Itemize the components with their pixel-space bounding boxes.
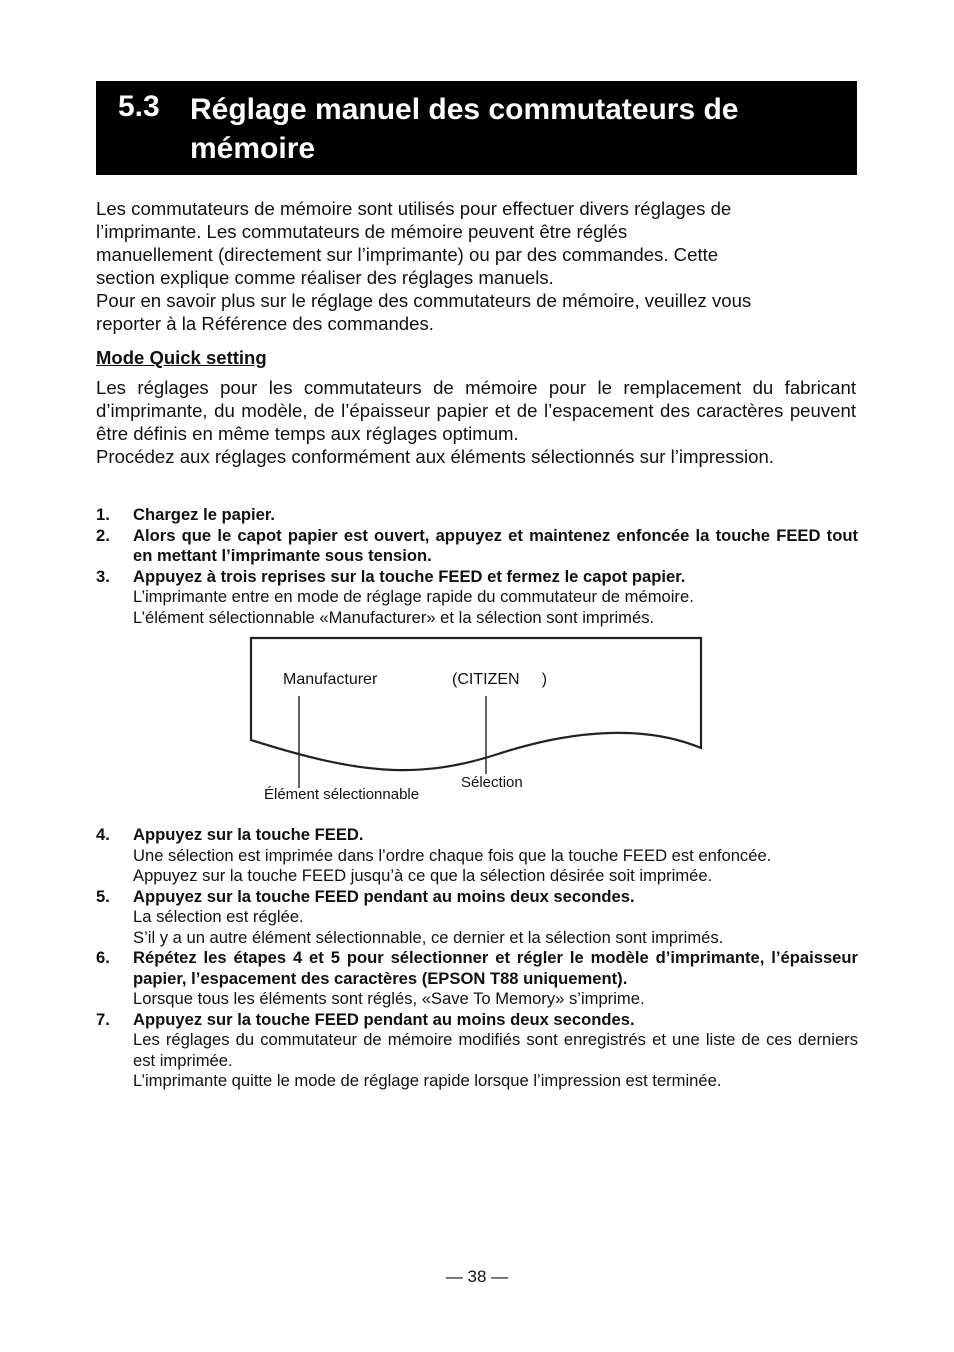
step-heading: Alors que le capot papier est ouvert, appuyez et maintenez enfoncée la touche FEED tout en mettant l’imprimante sous tension. — [133, 525, 858, 565]
step-heading: Répétez les étapes 4 et 5 pour sélectionner et régler le modèle d’imprimante, l’épaisseur papier, l’espacement des caractères (EPSON T88 uniquement). — [133, 948, 858, 988]
printed-item-label: Manufacturer — [283, 671, 378, 688]
step-number: 2. — [96, 525, 110, 545]
step-number: 6. — [96, 948, 110, 967]
step-3 — [96, 567, 858, 629]
page-number: — 38 — — [445, 1267, 509, 1286]
step-5 — [96, 887, 858, 949]
step-note: L’élément sélectionnable «Manufacturer» et la sélection sont imprimés. — [133, 607, 655, 627]
intro-line: l’imprimante. Les commutateurs de mémoire peuvent être réglés — [96, 221, 628, 242]
step-1 — [96, 505, 858, 526]
step-note: Appuyez sur la touche FEED jusqu’à ce que la sélection désirée soit imprimée. — [133, 866, 713, 885]
callout-selection-label: Sélection — [461, 774, 523, 791]
step-number: 3. — [96, 566, 110, 586]
step-7 — [96, 1010, 858, 1092]
intro-line: section explique comme réaliser des réglages manuels. — [96, 267, 554, 288]
step-heading: Appuyez à trois reprises sur la touche FEED et fermez le capot papier. — [133, 566, 686, 586]
intro-line: reporter à la Référence des commandes. — [96, 313, 434, 334]
step-number: 5. — [96, 886, 110, 906]
step-note: Lorsque tous les éléments sont réglés, «Save To Memory» s’imprime. — [133, 989, 645, 1008]
intro-line: Pour en savoir plus sur le réglage des commutateurs de mémoire, veuillez vous — [96, 290, 752, 311]
quick-setting-paragraph: Procédez aux réglages conformément aux éléments sélectionnés sur l’impression. — [96, 446, 774, 467]
step-heading: Appuyez sur la touche FEED. — [133, 825, 364, 844]
step-number: 7. — [96, 1009, 110, 1029]
callout-item-label: Élément sélectionnable — [264, 786, 420, 803]
quick-setting-heading: Mode Quick setting — [96, 347, 267, 368]
steps-list-part2 — [96, 825, 858, 1092]
step-4 — [96, 825, 858, 887]
receipt-diagram — [248, 636, 704, 808]
step-note: L’imprimante entre en mode de réglage rapide du commutateur de mémoire. — [133, 587, 694, 606]
intro-text — [96, 197, 858, 335]
section-title-bar — [96, 81, 857, 175]
printed-selection-value: (CITIZEN ) — [452, 671, 548, 688]
step-heading: Appuyez sur la touche FEED pendant au moins deux secondes. — [133, 886, 635, 906]
step-heading: Chargez le papier. — [133, 505, 276, 524]
steps-list-part1 — [96, 505, 858, 628]
step-note: Les réglages du commutateur de mémoire modifiés sont enregistrés et une liste de ces derniers est imprimée. — [133, 1030, 858, 1070]
step-note: S’il y a un autre élément sélectionnable, ce dernier et la sélection sont imprimés. — [133, 927, 724, 947]
section-number: 5.3 — [118, 90, 160, 123]
step-6 — [96, 948, 858, 1010]
step-note: La sélection est réglée. — [133, 907, 304, 926]
step-2 — [96, 526, 858, 567]
quick-setting-paragraph: Les réglages pour les commutateurs de mémoire pour le remplacement du fabricant d’imprimante, du modèle, de l’épaisseur papier et de l’espacement des caractères peuvent être définis en même temps aux réglages optimum. — [96, 377, 856, 444]
step-note: Une sélection est imprimée dans l’ordre chaque fois que la touche FEED est enfoncée. — [133, 845, 772, 865]
step-note: L’imprimante quitte le mode de réglage rapide lorsque l’impression est terminée. — [133, 1071, 722, 1090]
quick-setting-text — [96, 376, 856, 468]
step-number: 4. — [96, 825, 110, 844]
receipt-paper-outline — [251, 638, 701, 770]
step-number: 1. — [96, 505, 110, 524]
intro-line: Les commutateurs de mémoire sont utilisés pour effectuer divers réglages de — [96, 198, 732, 219]
section-title: Réglage manuel des commutateurs de mémoire — [190, 93, 739, 165]
intro-line: manuellement (directement sur l’imprimante) ou par des commandes. Cette — [96, 244, 719, 265]
step-heading: Appuyez sur la touche FEED pendant au moins deux secondes. — [133, 1009, 635, 1029]
